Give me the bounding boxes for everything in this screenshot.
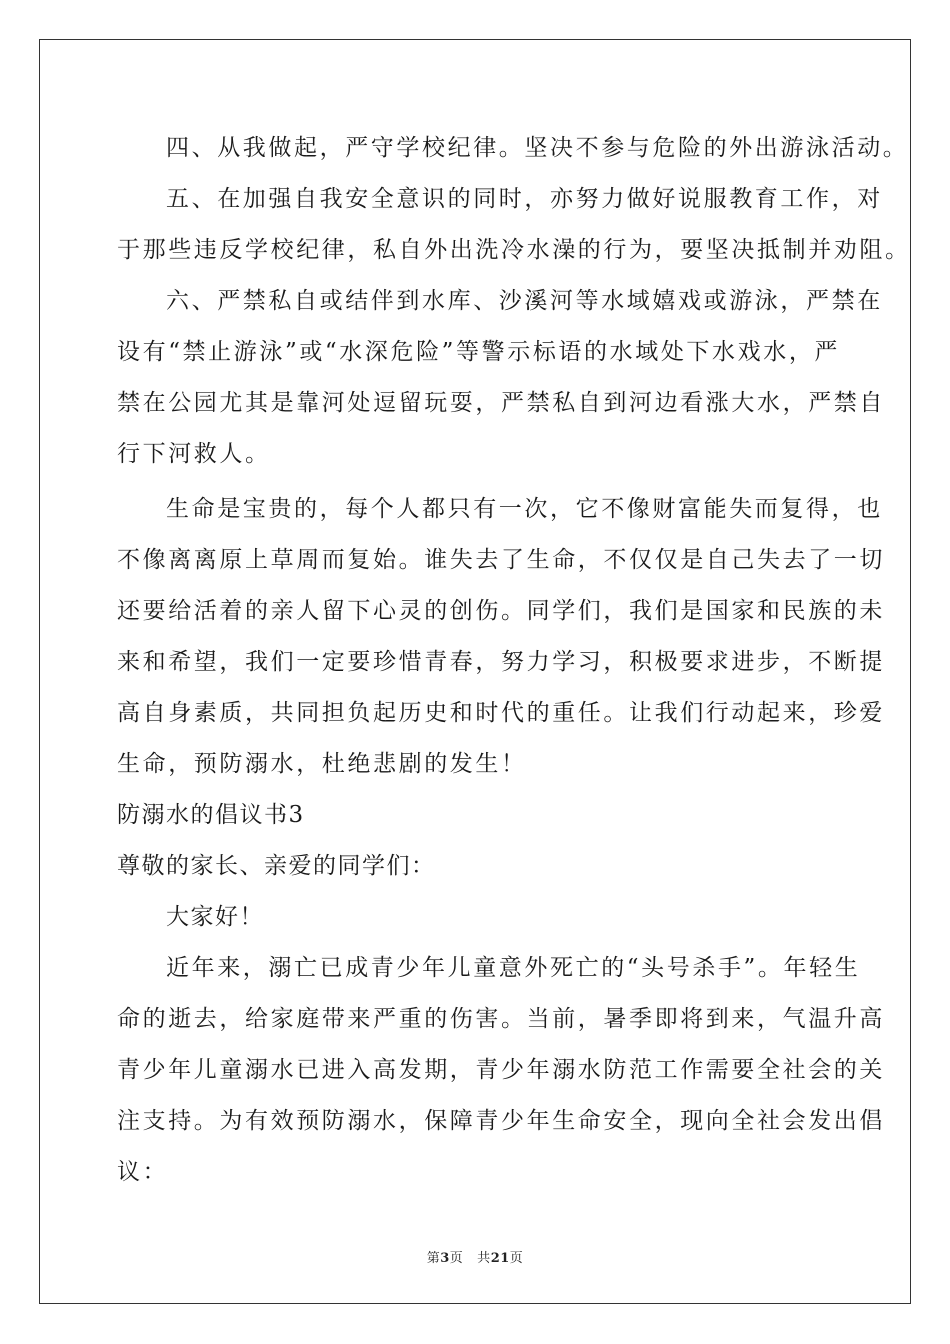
paragraph-line: 四、从我做起，严守学校纪律。坚决不参与危险的外出游泳活动。 bbox=[166, 135, 909, 161]
paragraph-line: 近年来，溺亡已成青少年儿童意外死亡的“头号杀手”。年轻生 bbox=[166, 955, 861, 981]
greeting: 大家好！ bbox=[166, 904, 264, 930]
paragraph-line: 行下河救人。 bbox=[117, 441, 271, 467]
paragraph-line: 还要给活着的亲人留下心灵的创伤。同学们，我们是国家和民族的未 bbox=[117, 598, 885, 624]
paragraph-line: 生命，预防溺水，杜绝悲剧的发生！ bbox=[117, 751, 527, 777]
paragraph-line: 注支持。为有效预防溺水，保障青少年生命安全，现向全社会发出倡 bbox=[117, 1108, 885, 1134]
footer-total-unit: 页 bbox=[509, 1251, 524, 1266]
paragraph-line: 生命是宝贵的，每个人都只有一次，它不像财富能失而复得，也 bbox=[166, 496, 883, 522]
total-pages: 21 bbox=[490, 1251, 510, 1266]
paragraph-line: 禁在公园尤其是靠河处逗留玩耍，严禁私自到河边看涨大水，严禁自 bbox=[117, 390, 885, 416]
paragraph-line: 青少年儿童溺水已进入高发期，青少年溺水防范工作需要全社会的关 bbox=[117, 1057, 885, 1083]
document-body bbox=[117, 128, 911, 1203]
paragraph-line: 于那些违反学校纪律，私自外出洗冷水澡的行为，要坚决抵制并劝阻。 bbox=[117, 237, 911, 263]
paragraph-line: 命的逝去，给家庭带来严重的伤害。当前，暑季即将到来，气温升高 bbox=[117, 1006, 885, 1032]
paragraph-line: 高自身素质，共同担负起历史和时代的重任。让我们行动起来，珍爱 bbox=[117, 700, 885, 726]
paragraph-line: 设有“禁止游泳”或“水深危险”等警示标语的水域处下水戏水，严 bbox=[117, 339, 841, 365]
paragraph-line: 议： bbox=[117, 1159, 169, 1185]
salutation: 尊敬的家长、亲爱的同学们： bbox=[117, 853, 436, 879]
footer-prefix: 第 bbox=[426, 1251, 441, 1266]
page-number: 3 bbox=[440, 1251, 450, 1266]
section-title: 防溺水的倡议书3 bbox=[117, 802, 305, 828]
footer-page-unit: 页 bbox=[449, 1251, 464, 1266]
paragraph-line: 五、在加强自我安全意识的同时，亦努力做好说服教育工作，对 bbox=[166, 186, 883, 212]
paragraph-line: 六、严禁私自或结伴到水库、沙溪河等水域嬉戏或游泳，严禁在 bbox=[166, 288, 883, 314]
footer-total-prefix: 共 bbox=[477, 1251, 491, 1266]
paragraph-line: 不像离离原上草周而复始。谁失去了生命，不仅仅是自己失去了一切 bbox=[117, 547, 885, 573]
page-footer bbox=[0, 1247, 950, 1266]
paragraph-line: 来和希望，我们一定要珍惜青春，努力学习，积极要求进步，不断提 bbox=[117, 649, 885, 675]
